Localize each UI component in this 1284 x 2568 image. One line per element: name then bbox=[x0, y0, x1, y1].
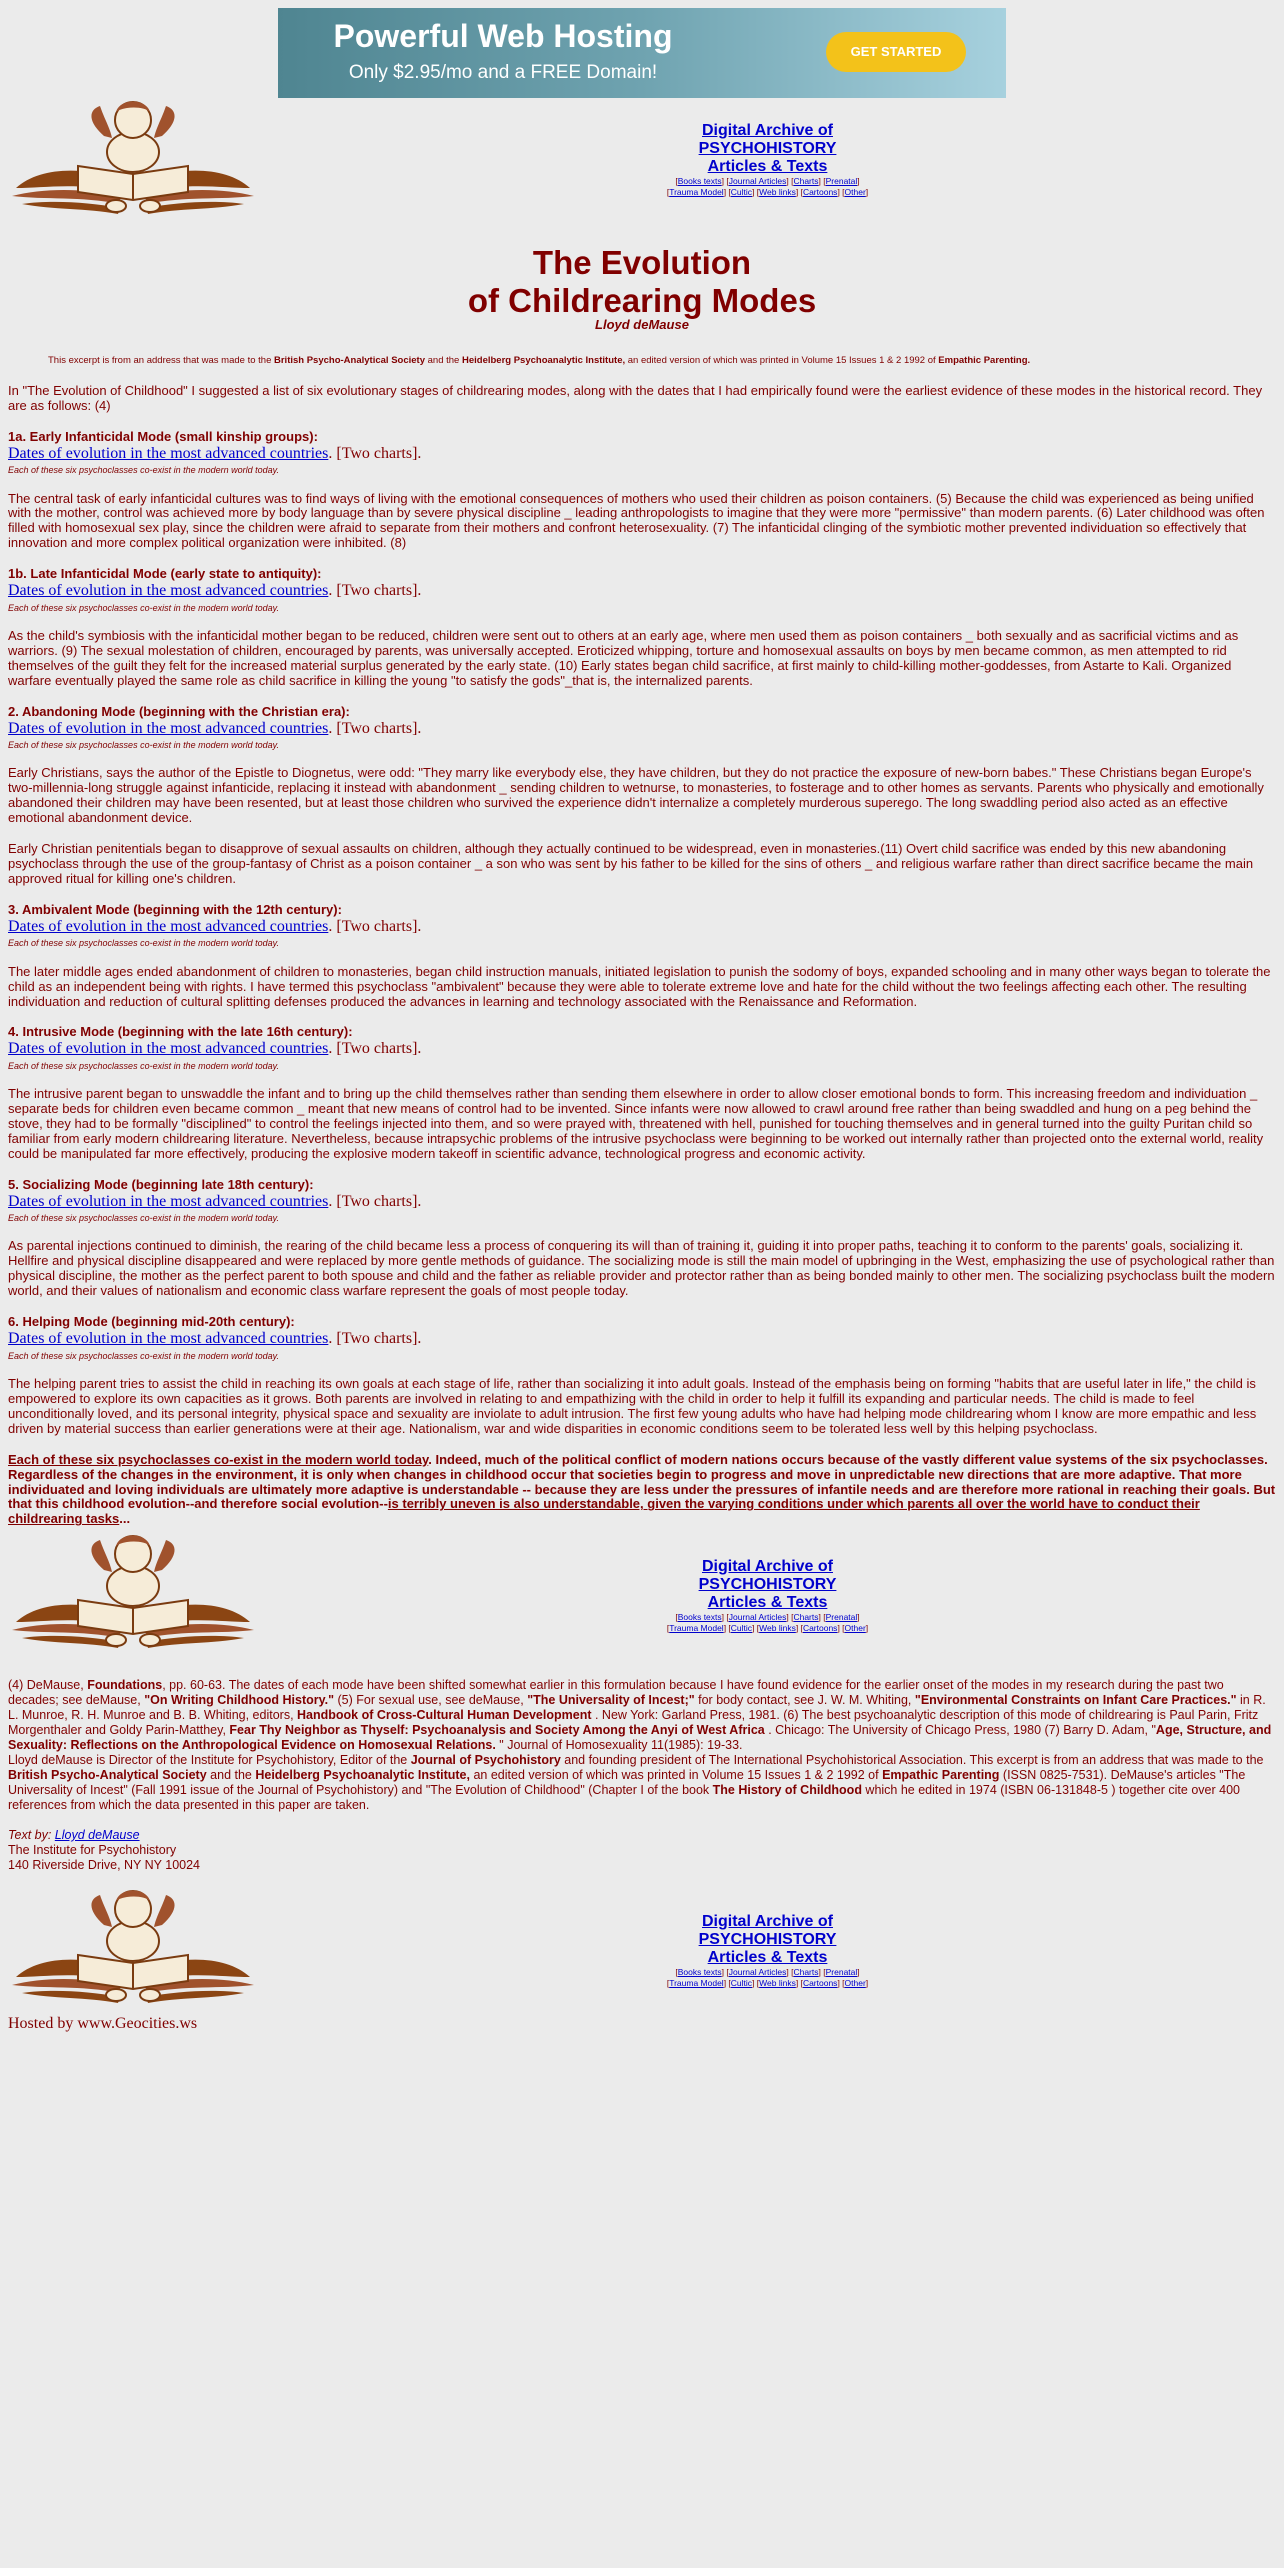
nav-link-books-texts[interactable]: Books texts bbox=[677, 176, 722, 186]
two-charts-label: . [Two charts]. bbox=[328, 582, 422, 600]
mode-paragraph: Early Christians, says the author of the Epistle to Diognetus, were odd: "They marry like everybody else, they have children, but they do not practice the exposure of new-born babes." These Christians began Europe's two-millennia-long struggle against infanticide, replacing it instead with abandonment _ sending children to wetnurse, to monasteries, to fosterage and to other homes as servants. Parents who physically and emotionally abandoned their children may have been resented, but at least those children who survived the experience didn't internalize a completely murderous superego. The long swaddling period also acted as an effective emotional abandonment device. bbox=[8, 765, 1264, 826]
conclusion-paragraph: Each of these six psychoclasses co-exist in the modern world today. Indeed, much of the political conflict of modern nations occurs because of the vastly different value systems of the six psychoclasses. Regardless of the changes in the environment, it is only when changes in childhood occur that societies begin to progress and move in unpredictable new directions that are more adaptive. That more individuated and loving individuals are ultimately more adaptive is understandable -- because they are less under the pressures of infantile needs and are therefore more rational in reaching their goals. But that this childhood evolution--and therefore social evolution--is terribly uneven is also understandable, given the varying conditions under which parents all over the world have to conduct their childrearing tasks... bbox=[8, 1451, 1276, 1527]
nav-link-web-links[interactable]: Web links bbox=[759, 1623, 796, 1633]
archive-nav-links: [Books texts] [Journal Articles] [Charts] [Prenatal] [Trauma Model] [Cultic] [Web links] [Cartoons] [Other] bbox=[666, 1612, 869, 1633]
dates-of-evolution-link[interactable]: Dates of evolution in the most advanced countries bbox=[8, 1330, 329, 1348]
mode-heading: 1a. Early Infanticidal Mode (small kinship groups): bbox=[8, 428, 318, 444]
nav-link-web-links[interactable]: Web links bbox=[759, 1978, 796, 1988]
archive-header-middle bbox=[630, 1558, 905, 1634]
two-charts-label: . [Two charts]. bbox=[328, 719, 422, 737]
nav-link-prenatal[interactable]: Prenatal bbox=[825, 176, 858, 186]
angel-logo-image-bottom bbox=[8, 1885, 258, 2011]
two-charts-label: . [Two charts]. bbox=[328, 1192, 422, 1210]
co-exist-note: Each of these six psychoclasses co-exist in the modern world today. bbox=[8, 602, 279, 613]
mode-heading: 1b. Late Infanticidal Mode (early state to antiquity): bbox=[8, 566, 322, 582]
archive-header-bottom bbox=[630, 1913, 905, 1989]
two-charts-label: . [Two charts]. bbox=[328, 917, 422, 935]
mode-paragraph: The helping parent tries to assist the child in reaching its own goals at each stage of life, rather than socializing it into adult goals. Instead of the emphasis being on forming "habits that are useful later in life," the child is empowered to explore its own capacities as it grows. Both parents are involved in relating to and empathizing with the child in order to help it fulfill its expanding and particular needs. The child is made to feel unconditionally loved, and its personal integrity, physical space and sexuality are inviolate to adult intrusion. The first few young adults who have had helping mode childrearing whom I know are more empathic and less driven by material success than earlier generations were at their age. Nationalism, war and wide disparities in economic conditions seem to be tolerated less well by this helping psychoclass. bbox=[8, 1375, 1257, 1436]
nav-link-journal-articles[interactable]: Journal Articles bbox=[728, 1612, 787, 1622]
hosted-by-footer: Hosted by www.Geocities.ws bbox=[8, 2015, 198, 2032]
angel-logo-image bbox=[8, 96, 258, 222]
dates-of-evolution-link[interactable]: Dates of evolution in the most advanced countries bbox=[8, 444, 329, 462]
two-charts-label: . [Two charts]. bbox=[328, 1040, 422, 1058]
dates-of-evolution-link[interactable]: Dates of evolution in the most advanced countries bbox=[8, 917, 329, 935]
archive-nav-links: [Books texts] [Journal Articles] [Charts] [Prenatal] [Trauma Model] [Cultic] [Web links] [Cartoons] [Other] bbox=[666, 1967, 869, 1988]
nav-link-cultic[interactable]: Cultic bbox=[730, 1978, 753, 1988]
mode-heading: 2. Abandoning Mode (beginning with the Christian era): bbox=[8, 703, 350, 719]
nav-link-web-links[interactable]: Web links bbox=[759, 187, 796, 197]
mode-section bbox=[8, 705, 1276, 751]
two-charts-label: . [Two charts]. bbox=[328, 444, 422, 462]
author-link[interactable]: Lloyd deMause bbox=[54, 1828, 140, 1842]
mode-section bbox=[8, 1315, 1276, 1361]
mode-heading: 5. Socializing Mode (beginning late 18th century): bbox=[8, 1176, 314, 1192]
nav-link-charts[interactable]: Charts bbox=[793, 1612, 819, 1622]
archive-header-top bbox=[630, 122, 905, 198]
nav-link-cartoons[interactable]: Cartoons bbox=[802, 1978, 838, 1988]
mode-paragraph: The intrusive parent began to unswaddle the infant and to bring up the child themselves rather than sending them elsewhere in order to allow closer emotional bonds to form. This increasing freedom and individuation _ separate beds for children even became common _ meant that new means of control had to be invented. Since infants were now allowed to crawl around free rather than being swaddled and hung on a peg behind the stove, they had to be formally "disciplined" to control the feelings injected into them, and so were prayed with, threatened with hell, punished for touching themselves and in general turned into the guilty Puritan child so familiar from early modern childrearing literature. Nevertheless, because intrapsychic problems of the intrusive psychoclass were beginning to be worked out internally rather than projected onto the external world, reality could be manipulated far more effectively, producing the explosive modern takeoff in scientific advance, technological progress and economic activity. bbox=[8, 1086, 1264, 1161]
nav-link-books-texts[interactable]: Books texts bbox=[677, 1612, 722, 1622]
co-exist-note: Each of these six psychoclasses co-exist in the modern world today. bbox=[8, 938, 279, 949]
dates-of-evolution-link[interactable]: Dates of evolution in the most advanced countries bbox=[8, 719, 329, 737]
two-charts-label: . [Two charts]. bbox=[328, 1330, 422, 1348]
nav-link-journal-articles[interactable]: Journal Articles bbox=[728, 1967, 787, 1977]
nav-link-books-texts[interactable]: Books texts bbox=[677, 1967, 722, 1977]
dates-of-evolution-link[interactable]: Dates of evolution in the most advanced countries bbox=[8, 1192, 329, 1210]
nav-link-cartoons[interactable]: Cartoons bbox=[802, 187, 838, 197]
co-exist-note: Each of these six psychoclasses co-exist in the modern world today. bbox=[8, 1350, 279, 1361]
author-contact: Text by: Lloyd deMause The Institute for Psychohistory 140 Riverside Drive, NY NY 10024 bbox=[8, 1828, 200, 1872]
hosting-banner-ad[interactable] bbox=[278, 8, 1006, 98]
banner-headline: Powerful Web Hosting bbox=[333, 18, 673, 54]
co-exist-note: Each of these six psychoclasses co-exist in the modern world today. bbox=[8, 740, 279, 751]
archive-title-link[interactable]: Digital Archive of PSYCHOHISTORY Articles & Texts bbox=[698, 122, 837, 175]
intro-paragraph: In "The Evolution of Childhood" I suggested a list of six evolutionary stages of childrearing modes, along with the dates that I had empirically found were the earliest evidence of these modes in the historical record. They are as follows: (4) bbox=[8, 383, 1263, 413]
nav-link-charts[interactable]: Charts bbox=[793, 1967, 819, 1977]
angel-logo-image-middle bbox=[8, 1530, 258, 1656]
mode-paragraph: As the child's symbiosis with the infanticidal mother began to be reduced, children were sent out to others at an early age, where men used them as poison containers _ both sexually and as sacrificial victims and as warriors. (9) The sexual molestation of children, encouraged by parents, was universally accepted. Eroticized whipping, torture and homosexual assaults on boys by men became common, as men attempted to rid themselves of the guilt they felt for the increased material surplus generated by the early state. (10) Early states began child sacrifice, at first mainly to child-killing mother-goddesses, from Astarte to Kali. Organized warfare eventually played the same role as child sacrifice in killing the young "to satisfy the gods"_that is, the internalized parents. bbox=[8, 627, 1239, 688]
dates-of-evolution-link[interactable]: Dates of evolution in the most advanced countries bbox=[8, 1040, 329, 1058]
nav-link-trauma-model[interactable]: Trauma Model bbox=[669, 187, 724, 197]
mode-heading: 6. Helping Mode (beginning mid-20th century): bbox=[8, 1314, 295, 1330]
nav-link-cultic[interactable]: Cultic bbox=[730, 1623, 753, 1633]
mode-section bbox=[8, 567, 1276, 613]
nav-link-charts[interactable]: Charts bbox=[793, 176, 819, 186]
mode-section bbox=[8, 1178, 1276, 1224]
banner-subline: Only $2.95/mo and a FREE Domain! bbox=[348, 62, 658, 83]
mode-heading: 4. Intrusive Mode (beginning with the late 16th century): bbox=[8, 1024, 353, 1040]
mode-paragraph: The central task of early infanticidal cultures was to find ways of living with the emotional consequences of mothers who used their children as poison containers. (5) Because the child was experienced as being unified with the mother, control was achieved more by body language than by severe physical discipline _ leading anthropologists to imagine that they were more "permissive" than modern parents. (6) Later childhood was often filled with homosexual sex play, since the children were afraid to separate from their mothers and confront heterosexuality. (7) The infanticidal clinging of the symbiotic mother prevented individuation so effectively that innovation and more complex political organization were inhibited. (8) bbox=[8, 490, 1265, 551]
mode-section bbox=[8, 903, 1276, 949]
article-body bbox=[8, 384, 1276, 1543]
co-exist-note: Each of these six psychoclasses co-exist in the modern world today. bbox=[8, 465, 279, 476]
nav-link-other[interactable]: Other bbox=[844, 1978, 866, 1988]
mode-section bbox=[8, 1025, 1276, 1071]
nav-link-cultic[interactable]: Cultic bbox=[730, 187, 753, 197]
references-section: (4) DeMause, Foundations, pp. 60-63. The dates of each mode have been shifted somewhat earlier in this formulation because I have found evidence for the earlier onset of the modes in my research during the past two decades; see deMause, "On Writing Childhood History." (5) For sexual use, see deMause, "The Universality of Incest;" for body contact, see J. W. M. Whiting, "Environmental Constraints on Infant Care Practices." in R. L. Munroe, R. H. Munroe and B. B. Whiting, editors, Handbook of Cross-Cultural Human Development . New York: Garland Press, 1981. (6) The best psychoanalytic description of this mode of childrearing is Paul Parin, Fritz Morgenthaler and Goldy Parin-Matthey, Fear Thy Neighbor as Thyself: Psychoanalysis and Society Among the Anyi of West Africa . Chicago: The University of Chicago Press, 1980 (7) Barry D. Adam, "Age, Structure, and Sexuality: Reflections on the Anthropological Evidence on Homosexual Relations. " Journal of Homosexuality 11(1985): 19-33. Lloyd deMause is Director of the Institute for Psychohistory, Editor of the Journal of Psychohistory and founding president of The International Psychohistorical Association. This excerpt is from an address that was made to the British Psycho-Analytical Society and the Heidelberg Psychoanalytic Institute, an edited version of which was printed in Volume 15 Issues 1 & 2 1992 of Empathic Parenting (ISSN 0825-7531). DeMause's articles "The Universality of Incest" (Fall 1991 issue of the Journal of Psychohistory) and "The Evolution of Childhood" (Chapter I of the book The History of Childhood which he edited in 1974 (ISBN 06-131848-5 ) together cite over 400 references from which the data presented in this paper are taken. bbox=[8, 1678, 1272, 1812]
nav-link-other[interactable]: Other bbox=[844, 187, 866, 197]
author-name: Lloyd deMause bbox=[595, 317, 689, 332]
nav-link-trauma-model[interactable]: Trauma Model bbox=[669, 1978, 724, 1988]
mode-paragraph: Early Christian penitentials began to disapprove of sexual assaults on children, although they actually continued to be widespread, even in monasteries.(11) Overt child sacrifice was ended by this new abandoning psychoclass through the use of the group-fantasy of Christ as a poison container _ a son who was sent by his father to be killed for the sins of others _ and religious warfare rather than direct sacrifice became the main approved ritual for killing one's children. bbox=[8, 841, 1254, 887]
nav-link-other[interactable]: Other bbox=[844, 1623, 866, 1633]
nav-link-prenatal[interactable]: Prenatal bbox=[825, 1612, 858, 1622]
dates-of-evolution-link[interactable]: Dates of evolution in the most advanced countries bbox=[8, 582, 329, 600]
mode-paragraph: The later middle ages ended abandonment of children to monasteries, began child instruction manuals, initiated legislation to punish the sodomy of boys, expanded schooling and in many other ways began to tolerate the child as an independent being with rights. I have termed this psychoclass "ambivalent" because they were able to tolerate extreme love and hate for the child without the two feelings affecting each other. The resulting individuation and reduction of cultural splitting defenses produced the advances in learning and technology associated with the Renaissance and Reformation. bbox=[8, 963, 1271, 1009]
page-title: The Evolution of Childrearing Modes bbox=[467, 244, 817, 319]
nav-link-trauma-model[interactable]: Trauma Model bbox=[669, 1623, 724, 1633]
mode-heading: 3. Ambivalent Mode (beginning with the 12th century): bbox=[8, 901, 342, 917]
get-started-button[interactable]: GET STARTED bbox=[826, 32, 966, 72]
nav-link-prenatal[interactable]: Prenatal bbox=[825, 1967, 858, 1977]
archive-title-link[interactable]: Digital Archive of PSYCHOHISTORY Articles & Texts bbox=[698, 1913, 837, 1966]
co-exist-note: Each of these six psychoclasses co-exist in the modern world today. bbox=[8, 1060, 279, 1071]
excerpt-note: This excerpt is from an address that was made to the British Psycho-Analytical Society and the Heidelberg Psychoanalytic Institute, an edited version of which was printed in Volume 15 Issues 1 & 2 1992 of Empathic Parenting. bbox=[48, 355, 1031, 366]
nav-link-journal-articles[interactable]: Journal Articles bbox=[728, 176, 787, 186]
archive-title-link[interactable]: Digital Archive of PSYCHOHISTORY Articles & Texts bbox=[698, 1558, 837, 1611]
nav-link-cartoons[interactable]: Cartoons bbox=[802, 1623, 838, 1633]
archive-nav-links: [Books texts] [Journal Articles] [Charts] [Prenatal] [Trauma Model] [Cultic] [Web links] [Cartoons] [Other] bbox=[666, 176, 869, 197]
mode-paragraph: As parental injections continued to diminish, the rearing of the child became less a process of conquering its will than of training it, guiding it into proper paths, teaching it to conform to the parents' goals, socializing it. Hellfire and physical discipline disappeared and were replaced by more gentle methods of guidance. The socializing mode is still the main model of upbringing in the West, emphasizing the use of psychological rather than physical discipline, the mother as the perfect parent to both spouse and child and the father as reliable provider and protector rather than as being bonded mainly to other men. The socializing psychoclass built the modern world, and their values of nationalism and economic class warfare represent the goals of most people today. bbox=[8, 1238, 1275, 1299]
co-exist-note: Each of these six psychoclasses co-exist in the modern world today. bbox=[8, 1213, 279, 1224]
mode-section bbox=[8, 430, 1276, 476]
